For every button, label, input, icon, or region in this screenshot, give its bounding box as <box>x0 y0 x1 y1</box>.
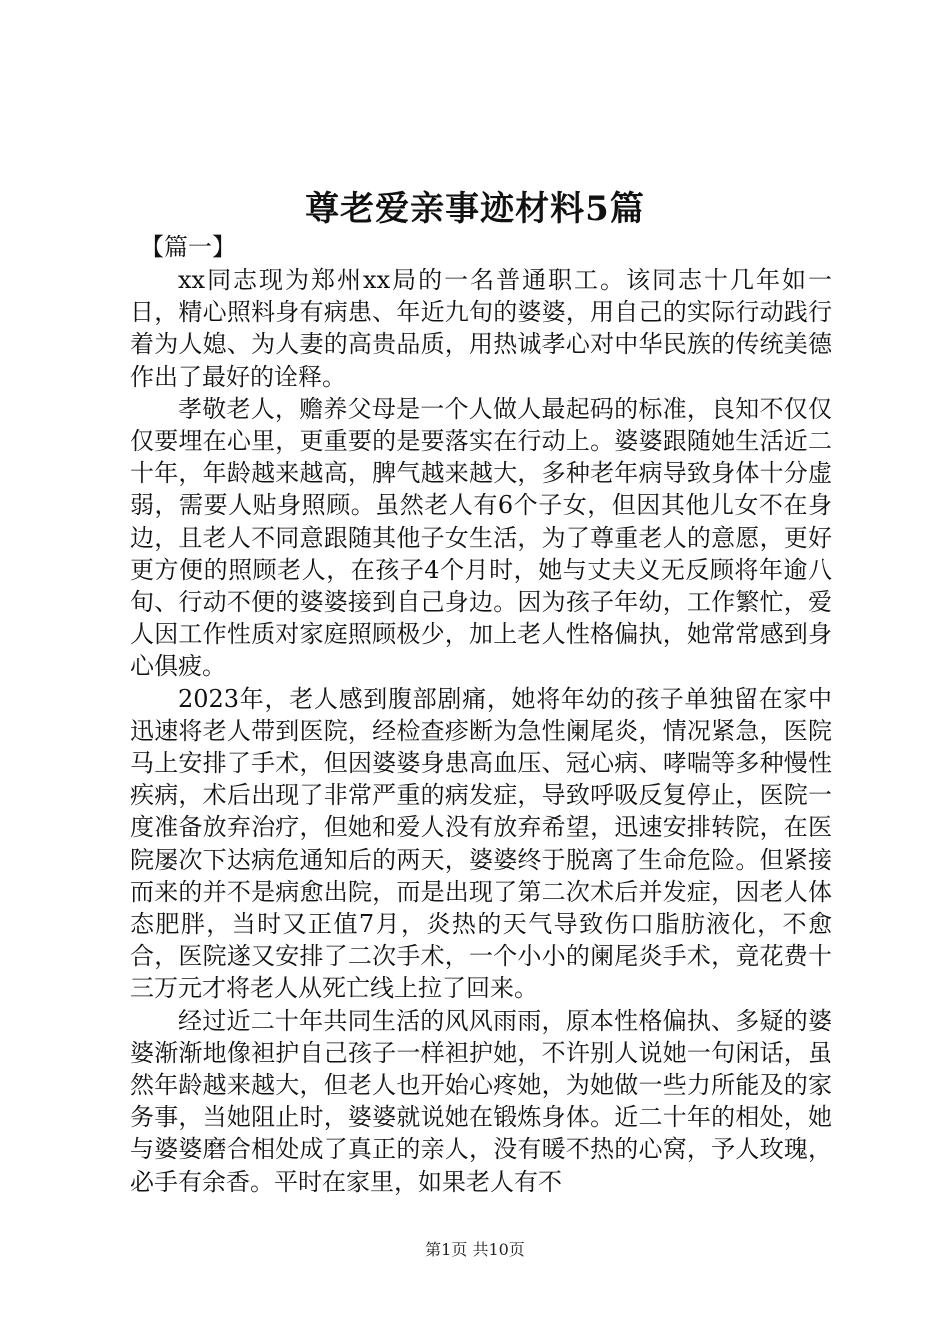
paragraph: 孝敬老人，赡养父母是一个人做人最起码的标准，良知不仅仅仅要埋在心里，更重要的是要落实在行动上。婆婆跟随她生活近二十年，年龄越来越高，脾气越来越大，多种老年病导致身体十分虚弱，需要人贴身照顾。虽然老人有6个子女，但因其他儿女不在身边，且老人不同意跟随其他子女生活，为了尊重老人的意愿，更好更方便的照顾老人，在孩子4个月时，她与丈夫义无反顾将年逾八旬、行动不便的婆婆接到自己身边。因为孩子年幼，工作繁忙，爱人因工作性质对家庭照顾极少，加上老人性格偏执，她常常感到身心俱疲。 <box>130 394 832 681</box>
paragraph: 2023年，老人感到腹部剧痛，她将年幼的孩子单独留在家中迅速将老人带到医院，经检查疹断为急性阑尾炎，情况紧急，医院马上安排了手术，但因婆婆身患高血压、冠心病、哮喘等多种慢性疾病，术后出现了非常严重的病发症，导致呼吸反复停止，医院一度准备放弃治疗，但她和爱人没有放弃希望，迅速安排转院，在医院屡次下达病危通知后的两天，婆婆终于脱离了生命危险。但紧接而来的并不是病愈出院，而是出现了第二次术后并发症，因老人体态肥胖，当时又正值7月，炎热的天气导致伤口脂肪液化，不愈合，医院遂又安排了二次手术，一个小小的阑尾炎手术，竟花费十三万元才将老人从死亡线上拉了回来。 <box>130 684 832 1003</box>
paragraph: 经过近二十年共同生活的风风雨雨，原本性格偏执、多疑的婆婆渐渐地像袒护自己孩子一样袒护她，不许别人说她一句闲话，虽然年龄越来越大，但老人也开始心疼她，为她做一些力所能及的家务事，当她阻止时，婆婆就说她在锻炼身体。近二十年的相处，她与婆婆磨合相处成了真正的亲人，没有暖不热的心窝，予人玫瑰，必手有余香。平时在家里，如果老人有不 <box>130 1006 832 1196</box>
paragraph: xx同志现为郑州xx局的一名普通职工。该同志十几年如一日，精心照料身有病患、年近九旬的婆婆，用自己的实际行动践行着为人媳、为人妻的高贵品质，用热诚孝心对中华民族的传统美德作出了最好的诠释。 <box>130 266 832 391</box>
section-heading: 【篇一】 <box>140 233 236 261</box>
document-title: 尊老爱亲事迹材料5篇 <box>305 189 645 229</box>
page-footer: 第1页 共10页 <box>425 1240 525 1259</box>
document-body <box>130 264 832 1198</box>
